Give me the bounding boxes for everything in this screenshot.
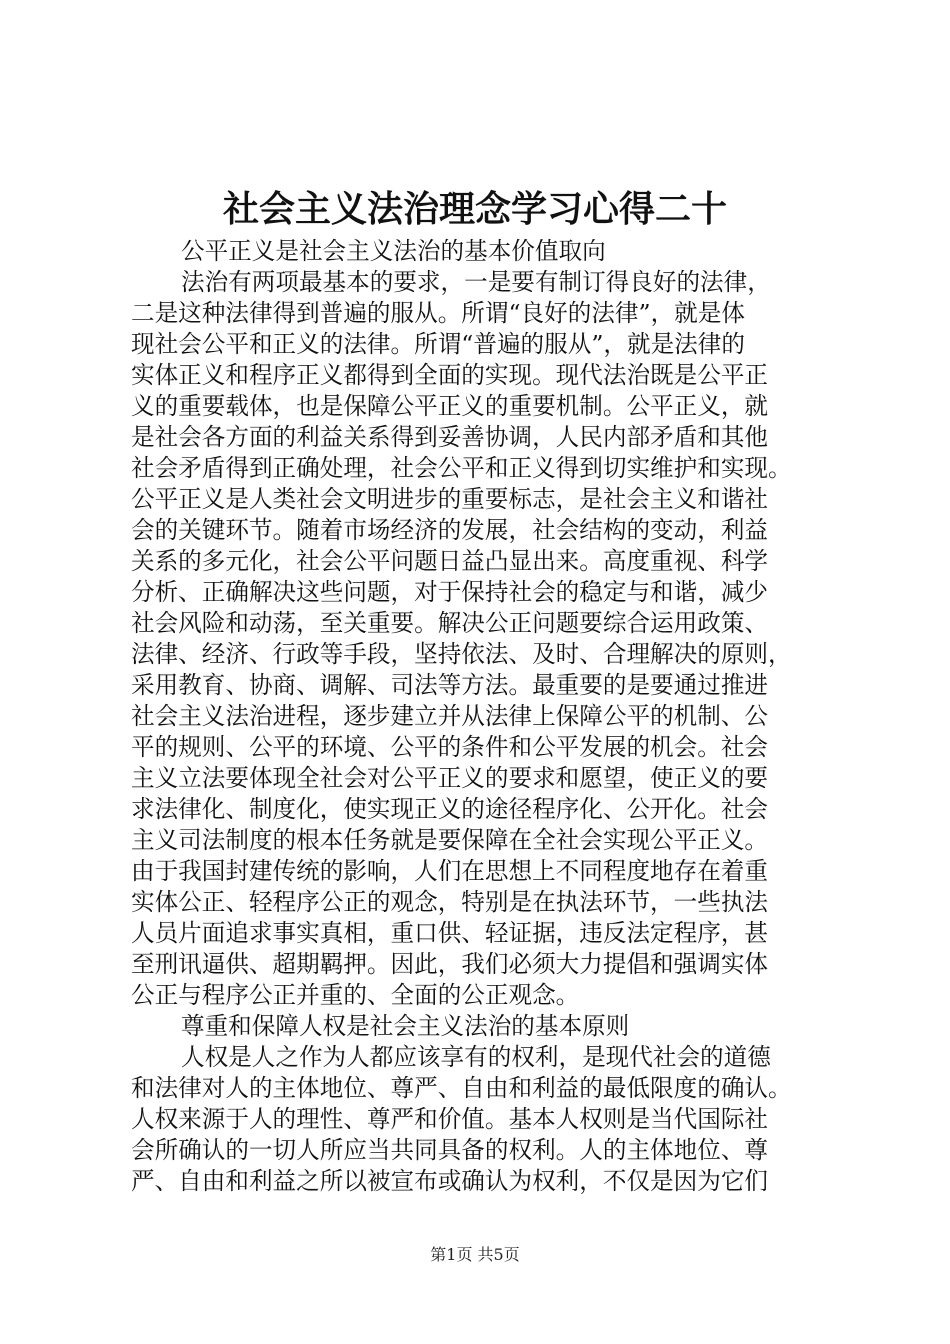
text-line: 由于我国封建传统的影响，人们在思想上不同程度地存在着重 <box>131 857 769 885</box>
document-body <box>131 236 831 1197</box>
text-line: 实体正义和程序正义都得到全面的实现。现代法治既是公平正 <box>131 361 769 389</box>
text-line: 是社会各方面的利益关系得到妥善协调，人民内部矛盾和其他 <box>131 423 769 451</box>
text-line: 义的重要载体，也是保障公平正义的重要机制。公平正义，就 <box>131 392 769 420</box>
text-line: 人权是人之作为人都应该享有的权利，是现代社会的道德 <box>181 1043 771 1071</box>
text-line: 实体公正、轻程序公正的观念，特别是在执法环节，一些执法 <box>131 888 769 916</box>
text-line: 社会风险和动荡，至关重要。解决公正问题要综合运用政策、 <box>131 609 769 637</box>
text-line: 平的规则、公平的环境、公平的条件和公平发展的机会。社会 <box>131 733 769 761</box>
text-line: 人员片面追求事实真相，重口供、轻证据，违反法定程序，甚 <box>131 919 769 947</box>
text-line: 尊重和保障人权是社会主义法治的基本原则 <box>181 1012 630 1040</box>
text-line: 采用教育、协商、调解、司法等方法。最重要的是要通过推进 <box>131 671 769 699</box>
text-line: 人权来源于人的理性、尊严和价值。基本人权则是当代国际社 <box>131 1105 769 1133</box>
text-line: 现社会公平和正义的法律。所谓“普遍的服从”，就是法律的 <box>131 330 745 358</box>
text-line: 主义立法要体现全社会对公平正义的要求和愿望，使正义的要 <box>131 764 769 792</box>
page-footer: 第1页 共5页 <box>430 1245 520 1264</box>
text-line: 严、自由和利益之所以被宣布或确认为权利，不仅是因为它们 <box>131 1167 769 1195</box>
text-line: 二是这种法律得到普遍的服从。所谓“良好的法律”，就是体 <box>131 299 745 327</box>
text-line: 分析、正确解决这些问题，对于保持社会的稳定与和谐，减少 <box>131 578 769 606</box>
text-line: 公正与程序公正并重的、全面的公正观念。 <box>131 981 580 1009</box>
text-line: 法治有两项最基本的要求，一是要有制订得良好的法律， <box>181 268 771 296</box>
document-title: 社会主义法治理念学习心得二十 <box>222 188 727 230</box>
text-line: 公平正义是社会主义法治的基本价值取向 <box>181 237 606 265</box>
text-line: 法律、经济、行政等手段，坚持依法、及时、合理解决的原则， <box>131 640 792 668</box>
text-line: 和法律对人的主体地位、尊严、自由和利益的最低限度的确认。 <box>131 1074 792 1102</box>
text-line: 至刑讯逼供、超期羁押。因此，我们必须大力提倡和强调实体 <box>131 950 769 978</box>
text-line: 社会矛盾得到正确处理，社会公平和正义得到切实维护和实现。 <box>131 454 792 482</box>
text-line: 会所确认的一切人所应当共同具备的权利。人的主体地位、尊 <box>131 1136 769 1164</box>
text-line: 求法律化、制度化，使实现正义的途径程序化、公开化。社会 <box>131 795 769 823</box>
text-line: 公平正义是人类社会文明进步的重要标志，是社会主义和谐社 <box>131 485 769 513</box>
text-line: 主义司法制度的根本任务就是要保障在全社会实现公平正义。 <box>131 826 769 854</box>
text-line: 关系的多元化，社会公平问题日益凸显出来。高度重视、科学 <box>131 547 769 575</box>
text-line: 会的关键环节。随着市场经济的发展，社会结构的变动，利益 <box>131 516 769 544</box>
text-line: 社会主义法治进程，逐步建立并从法律上保障公平的机制、公 <box>131 702 769 730</box>
